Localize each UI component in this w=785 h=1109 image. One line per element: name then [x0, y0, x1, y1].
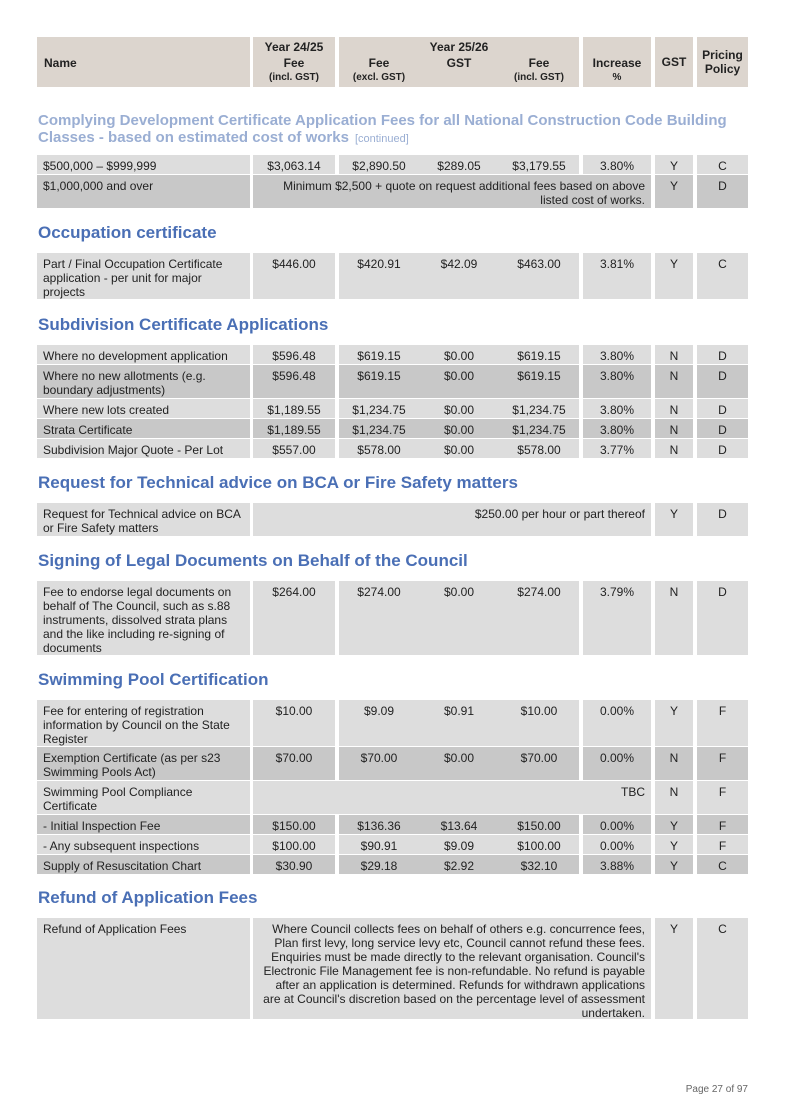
cell-pricing: C [697, 918, 748, 1019]
cell-fee-2425: $596.48 [253, 345, 335, 364]
cell-increase: 3.77% [583, 439, 651, 458]
header-gst-flag: GST [661, 55, 687, 69]
cell-fee-2425: $1,189.55 [253, 399, 335, 418]
cell-name: Subdivision Major Quote - Per Lot [37, 439, 250, 458]
cell-fee-incl: $619.15 [499, 345, 579, 364]
cell-increase: 0.00% [583, 815, 651, 834]
section-title-legal: Signing of Legal Documents on Behalf of the Council [38, 551, 468, 570]
cell-pricing: F [697, 700, 748, 746]
cell-fee-excl: $9.09 [339, 700, 419, 746]
cell-pricing: D [697, 399, 748, 418]
cell-fee-2425: $150.00 [253, 815, 335, 834]
fee-row-pool4 [37, 815, 748, 834]
cell-fee-incl: $150.00 [499, 815, 579, 834]
header-year2425: Year 24/25 [264, 40, 324, 54]
cell-fee-excl: $136.36 [339, 815, 419, 834]
header-percent: % [612, 72, 622, 83]
cell-gst-flag: Y [655, 855, 693, 874]
cell-gst-flag: Y [655, 175, 693, 208]
cell-fee-incl: $619.15 [499, 365, 579, 398]
cell-span-note: TBC [253, 781, 651, 814]
cell-fee-excl: $274.00 [339, 581, 419, 655]
fee-row-sub3 [37, 399, 748, 418]
cell-fee-excl: $90.91 [339, 835, 419, 854]
section-title-cdc [38, 112, 738, 148]
header-fee-excl: Fee [368, 56, 390, 70]
cell-gst-flag: N [655, 781, 693, 814]
section-title-subdivision: Subdivision Certificate Applications [38, 315, 329, 334]
cell-pricing: D [697, 365, 748, 398]
page-number: Page 27 of 97 [685, 1084, 748, 1095]
cell-fee-2425: $30.90 [253, 855, 335, 874]
cell-fee-2425: $10.00 [253, 700, 335, 746]
cell-gst: $0.00 [419, 399, 499, 418]
cell-increase: 3.79% [583, 581, 651, 655]
cell-pricing: C [697, 155, 748, 174]
cell-gst-flag: N [655, 581, 693, 655]
cell-fee-excl: $2,890.50 [339, 155, 419, 174]
header-gst-cell [655, 37, 693, 87]
cell-fee-excl: $1,234.75 [339, 419, 419, 438]
cell-increase: 3.81% [583, 253, 651, 299]
cell-increase: 0.00% [583, 835, 651, 854]
cell-name: Refund of Application Fees [37, 918, 250, 1019]
cell-gst: $13.64 [419, 815, 499, 834]
fee-row-legal1 [37, 581, 748, 655]
cell-fee-incl: $274.00 [499, 581, 579, 655]
cell-fee-excl: $619.15 [339, 365, 419, 398]
cell-name: Strata Certificate [37, 419, 250, 438]
header-incl-gst: (incl. GST) [514, 72, 564, 83]
cell-fee-incl: $1,234.75 [499, 399, 579, 418]
cell-fee-excl: $420.91 [339, 253, 419, 299]
cell-pricing: D [697, 345, 748, 364]
section-title-occupation: Occupation certificate [38, 223, 217, 242]
cell-span-note: $250.00 per hour or part thereof [253, 503, 651, 536]
cell-fee-2425: $596.48 [253, 365, 335, 398]
cell-fee-incl: $463.00 [499, 253, 579, 299]
cell-increase: 3.80% [583, 345, 651, 364]
header-year2425-cell [253, 37, 335, 87]
cell-pricing: D [697, 503, 748, 536]
cell-gst-flag: Y [655, 835, 693, 854]
cell-fee-2425: $100.00 [253, 835, 335, 854]
cell-name: $500,000 – $999,999 [37, 155, 250, 174]
cell-gst-flag: Y [655, 700, 693, 746]
cell-increase: 3.80% [583, 399, 651, 418]
cell-gst-flag: N [655, 345, 693, 364]
header-year2526: Year 25/26 [429, 40, 489, 54]
cell-gst: $0.00 [419, 581, 499, 655]
cell-gst: $0.91 [419, 700, 499, 746]
fee-row-pool5 [37, 835, 748, 854]
cell-name: $1,000,000 and over [37, 175, 250, 208]
cell-gst-flag: N [655, 399, 693, 418]
cell-increase: 0.00% [583, 700, 651, 746]
cell-name: Where no new allotments (e.g. boundary adjustments) [37, 365, 250, 398]
table-header [37, 37, 748, 87]
cell-name: Where new lots created [37, 399, 250, 418]
cell-fee-2425: $70.00 [253, 747, 335, 780]
cell-gst: $0.00 [419, 345, 499, 364]
section-title-cdc-text: Complying Development Certificate Application Fees for all National Construction Code Building Classes - based on estimated cost of works [38, 112, 727, 146]
fee-row-sub4 [37, 419, 748, 438]
header-fee-incl: Fee [528, 56, 550, 70]
cell-gst: $0.00 [419, 439, 499, 458]
cell-pricing: D [697, 175, 748, 208]
header-pricing: Pricing [702, 48, 743, 62]
header-incl-gst-2425: (incl. GST) [269, 72, 319, 83]
header-name: Name [44, 56, 77, 70]
header-fee-2425: Fee [283, 56, 305, 70]
header-name-cell [37, 37, 250, 87]
cell-name: - Initial Inspection Fee [37, 815, 250, 834]
cell-fee-excl: $1,234.75 [339, 399, 419, 418]
cell-gst-flag: N [655, 747, 693, 780]
cell-pricing: D [697, 581, 748, 655]
cell-name: Supply of Resuscitation Chart [37, 855, 250, 874]
cell-span-note: Where Council collects fees on behalf of others e.g. concurrence fees, Plan first levy, long service levy etc, Council cannot refund these fees. Enquiries must be made directly to the relevant organisation. Council's Electronic File Management fee is non-refundable. No refund is payable after an application is determined. Refunds for withdrawn applications are at Council's discretion based on the percentage level of assessment undertaken. [253, 918, 651, 1019]
cell-increase: 3.80% [583, 365, 651, 398]
cell-gst: $9.09 [419, 835, 499, 854]
cell-name: Fee to endorse legal documents on behalf of The Council, such as s.88 instruments, dissolved strata plans and the like including re-signing of documents [37, 581, 250, 655]
cell-increase: 3.80% [583, 419, 651, 438]
cell-increase: 3.80% [583, 155, 651, 174]
header-increase-cell [583, 37, 651, 87]
cell-gst: $0.00 [419, 747, 499, 780]
cell-gst-flag: Y [655, 155, 693, 174]
header-policy: Policy [704, 62, 741, 76]
header-excl-gst: (excl. GST) [352, 72, 406, 83]
cell-fee-incl: $100.00 [499, 835, 579, 854]
cell-gst: $0.00 [419, 419, 499, 438]
cell-increase: 3.88% [583, 855, 651, 874]
cell-fee-incl: $70.00 [499, 747, 579, 780]
cell-gst: $42.09 [419, 253, 499, 299]
cell-name: Swimming Pool Compliance Certificate [37, 781, 250, 814]
fee-row-sub2 [37, 365, 748, 398]
cell-gst-flag: N [655, 419, 693, 438]
cell-fee-excl: $70.00 [339, 747, 419, 780]
cell-fee-2425: $446.00 [253, 253, 335, 299]
section-title-technical: Request for Technical advice on BCA or Fire Safety matters [38, 473, 518, 492]
cell-name: - Any subsequent inspections [37, 835, 250, 854]
cell-gst-flag: Y [655, 253, 693, 299]
cell-gst: $2.92 [419, 855, 499, 874]
cell-fee-incl: $1,234.75 [499, 419, 579, 438]
fee-row-pool1 [37, 700, 748, 746]
cell-fee-2425: $557.00 [253, 439, 335, 458]
fee-row-sub5 [37, 439, 748, 458]
section-title-pool: Swimming Pool Certification [38, 670, 269, 689]
cell-gst: $0.00 [419, 365, 499, 398]
header-pricing-cell [697, 37, 748, 87]
cell-gst-flag: N [655, 365, 693, 398]
cell-pricing: C [697, 253, 748, 299]
cell-pricing: F [697, 747, 748, 780]
cell-pricing: C [697, 855, 748, 874]
header-gst: GST [446, 56, 472, 70]
cell-increase: 0.00% [583, 747, 651, 780]
cell-fee-2425: $1,189.55 [253, 419, 335, 438]
cell-pricing: F [697, 835, 748, 854]
cell-pricing: D [697, 419, 748, 438]
fee-row-pool6 [37, 855, 748, 874]
cell-fee-2425: $264.00 [253, 581, 335, 655]
fee-row-occ1 [37, 253, 748, 299]
cell-name: Where no development application [37, 345, 250, 364]
fee-row-tech1 [37, 503, 748, 536]
fee-row-pool3 [37, 781, 748, 814]
fee-row-cdc1 [37, 155, 748, 174]
fee-row-ref1 [37, 918, 748, 1019]
cell-gst-flag: Y [655, 815, 693, 834]
fee-row-cdc2 [37, 175, 748, 208]
cell-fee-excl: $619.15 [339, 345, 419, 364]
cell-name: Request for Technical advice on BCA or Fire Safety matters [37, 503, 250, 536]
cell-fee-incl: $10.00 [499, 700, 579, 746]
cell-pricing: D [697, 439, 748, 458]
cell-name: Fee for entering of registration information by Council on the State Register [37, 700, 250, 746]
cell-fee-incl: $3,179.55 [499, 155, 579, 174]
cell-fee-incl: $578.00 [499, 439, 579, 458]
cell-span-note: Minimum $2,500 + quote on request additional fees based on above listed cost of works. [253, 175, 651, 208]
cell-fee-excl: $578.00 [339, 439, 419, 458]
cell-pricing: F [697, 815, 748, 834]
cell-pricing: F [697, 781, 748, 814]
fee-row-pool2 [37, 747, 748, 780]
cell-fee-2425: $3,063.14 [253, 155, 335, 174]
cell-fee-incl: $32.10 [499, 855, 579, 874]
cell-gst-flag: Y [655, 503, 693, 536]
cell-name: Part / Final Occupation Certificate application - per unit for major projects [37, 253, 250, 299]
section-title-refund: Refund of Application Fees [38, 888, 258, 907]
header-increase: Increase [592, 56, 642, 70]
cell-name: Exemption Certificate (as per s23 Swimming Pools Act) [37, 747, 250, 780]
continued-label: [continued] [354, 133, 409, 145]
cell-gst-flag: Y [655, 918, 693, 1019]
fee-row-sub1 [37, 345, 748, 364]
cell-fee-excl: $29.18 [339, 855, 419, 874]
cell-gst-flag: N [655, 439, 693, 458]
cell-gst: $289.05 [419, 155, 499, 174]
header-year2526-cell [339, 37, 579, 87]
